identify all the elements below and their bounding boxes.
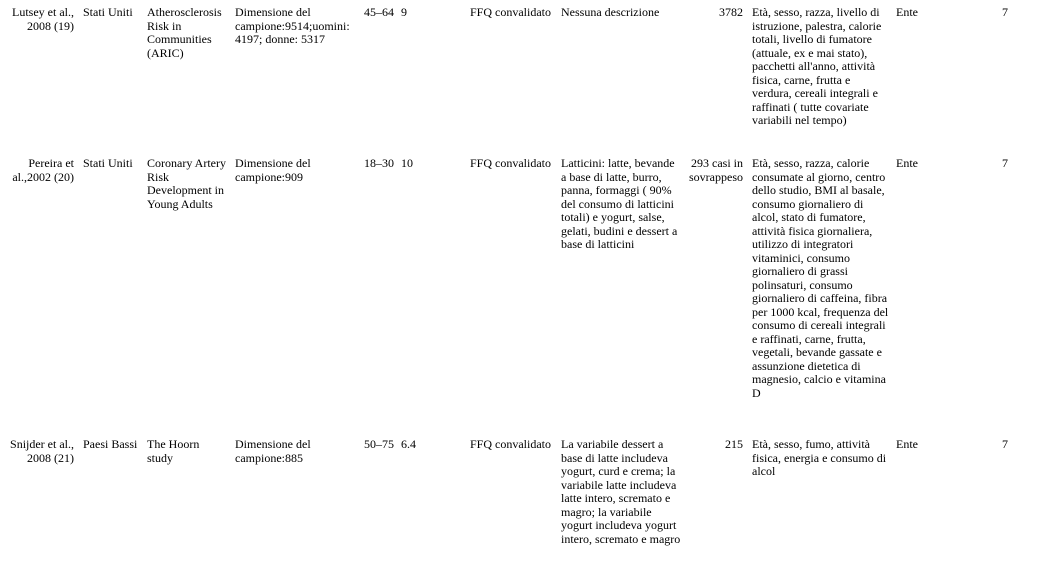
country-cell: Stati Uniti <box>83 5 133 19</box>
author-cell: Pereira et al.,2002 (20) <box>12 156 74 184</box>
adjustments-cell: Età, sesso, fumo, attività fisica, energia e consumo di alcol <box>752 437 887 478</box>
country-cell: Paesi Bassi <box>83 437 138 451</box>
adjustments-cell: Età, sesso, razza, livello di istruzione, palestra, calorie totali, livello di fumatore (attuale, ex e mai stato), pacchetti all'anno, attività fisica, carne, frutta e verdura, cereali integrali e raffinati ( tutte covariate variabili nel tempo) <box>752 5 882 127</box>
age-cell: 45–64 <box>364 5 394 19</box>
followup-cell: 9 <box>401 5 407 19</box>
description-cell: Nessuna descrizione <box>561 5 660 19</box>
funding-cell: Ente <box>896 5 918 19</box>
score-cell: 7 <box>1002 156 1008 170</box>
study-cell: The Hoorn study <box>147 437 200 465</box>
study-cell: Coronary Artery Risk Development in Young Adults <box>147 156 226 211</box>
method-cell: FFQ convalidato <box>470 156 551 170</box>
sample-cell: Dimensione del campione:885 <box>235 437 311 465</box>
study-cell: Atherosclerosis Risk in Communities (ARIC) <box>147 5 222 60</box>
sample-cell: Dimensione del campione:9514;uomini: 4197; donne: 5317 <box>235 5 350 46</box>
adjustments-cell: Età, sesso, razza, calorie consumate al giorno, centro dello studio, BMI al basale, consumo giornaliero di alcol, stato di fumatore, attività fisica giornaliera, utilizzo di integratori vitaminici, consumo giornaliero di grassi polinsaturi, consumo giornaliero di caffeina, fibra per 1000 kcal, frequenza del consumo di cereali integrali e raffinati, carne, frutta, vegetali, bevande gassate e assunzione dietetica di magnesio, calcio e vitamina D <box>752 156 889 400</box>
cases-cell: 3782 <box>719 5 743 19</box>
description-cell: La variabile dessert a base di latte includeva yogurt, curd e crema; la variabile latte includeva latte intero, scremato e magro; la variabile yogurt includeva yogurt intero, scremato e magro <box>561 437 681 546</box>
author-cell: Snijder et al., 2008 (21) <box>10 437 74 465</box>
cases-cell: 215 <box>725 437 743 451</box>
funding-cell: Ente <box>896 437 918 451</box>
method-cell: FFQ convalidato <box>470 437 551 451</box>
score-cell: 7 <box>1002 5 1008 19</box>
country-cell: Stati Uniti <box>83 156 133 170</box>
cases-cell: 293 casi in sovrappeso <box>689 156 743 184</box>
age-cell: 50–75 <box>364 437 394 451</box>
sample-cell: Dimensione del campione:909 <box>235 156 311 184</box>
funding-cell: Ente <box>896 156 918 170</box>
age-cell: 18–30 <box>364 156 394 170</box>
method-cell: FFQ convalidato <box>470 5 551 19</box>
followup-cell: 6.4 <box>401 437 416 451</box>
author-cell: Lutsey et al., 2008 (19) <box>12 5 74 33</box>
description-cell: Latticini: latte, bevande a base di latte, burro, panna, formaggi ( 90% del consumo di latticini totali) e yogurt, salse, gelati, budini e dessert a base di latticini <box>561 156 678 251</box>
score-cell: 7 <box>1002 437 1008 451</box>
followup-cell: 10 <box>401 156 413 170</box>
